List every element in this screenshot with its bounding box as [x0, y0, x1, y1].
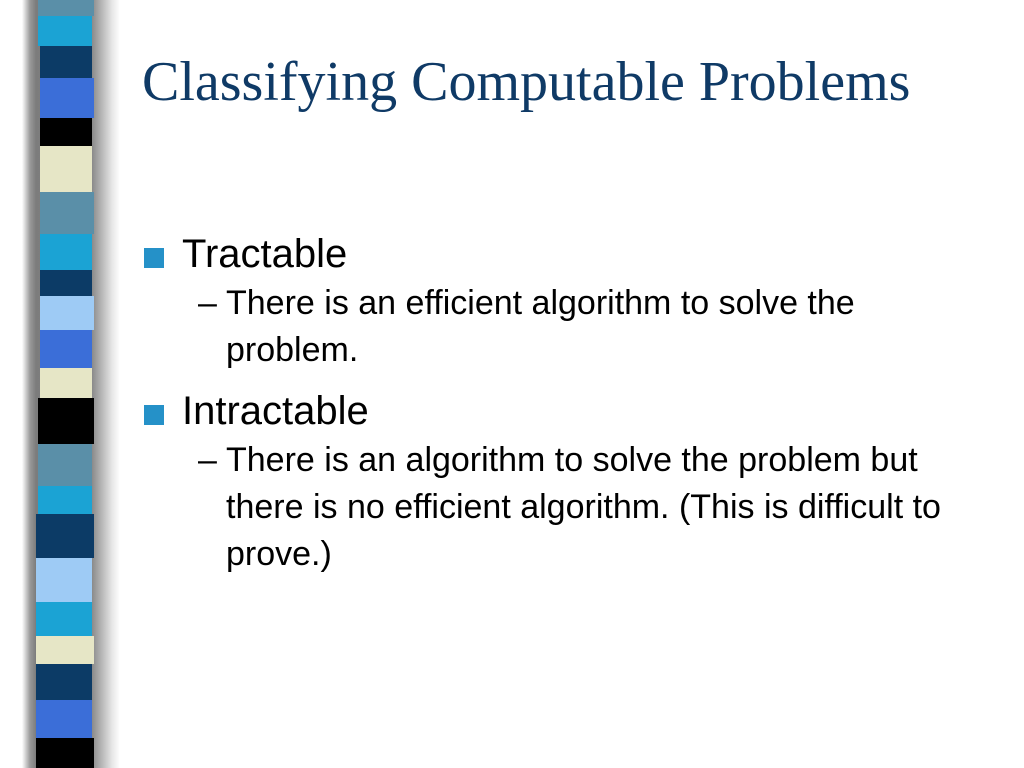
sub-bullet-text: There is an algorithm to solve the problem but there is no efficient algorithm. (This is difficult to prove.) — [226, 441, 941, 573]
slide-title: Classifying Computable Problems — [142, 51, 911, 113]
stripe-block — [36, 602, 92, 636]
dash-marker: – — [198, 441, 217, 479]
stripe-block — [40, 368, 92, 398]
stripe-block — [40, 78, 94, 118]
stripe-block — [40, 192, 94, 234]
stripe-block — [40, 46, 92, 78]
bullet-label: Intractable — [182, 389, 369, 433]
stripe-block — [38, 486, 92, 514]
stripe-block — [40, 296, 94, 330]
stripe-block — [40, 118, 92, 146]
bullet-list — [142, 228, 992, 589]
stripe-block — [40, 146, 92, 192]
sub-bullet-item — [142, 437, 986, 578]
stripe-block — [40, 234, 92, 270]
stripe-block — [38, 16, 92, 46]
stripe-block — [36, 738, 94, 768]
stripe-block — [38, 0, 94, 16]
stripe-block — [36, 636, 94, 664]
stripe-block — [36, 514, 94, 558]
decorative-stripe-band — [0, 0, 120, 768]
square-bullet-icon — [144, 405, 164, 425]
bullet-item-tractable — [142, 228, 992, 280]
bullet-label: Tractable — [182, 232, 348, 276]
stripe-block — [40, 270, 92, 296]
stripe-block — [36, 558, 92, 602]
sub-bullet-text: There is an efficient algorithm to solve the problem. — [226, 284, 855, 369]
stripe-block — [36, 700, 92, 738]
sub-bullet-item — [142, 280, 986, 374]
square-bullet-icon — [144, 248, 164, 268]
dash-marker: – — [198, 284, 217, 322]
stripe-block — [38, 444, 92, 486]
stripe-block — [40, 330, 92, 368]
stripe-block — [36, 664, 92, 700]
stripe-block — [38, 398, 94, 444]
bullet-item-intractable — [142, 385, 992, 437]
